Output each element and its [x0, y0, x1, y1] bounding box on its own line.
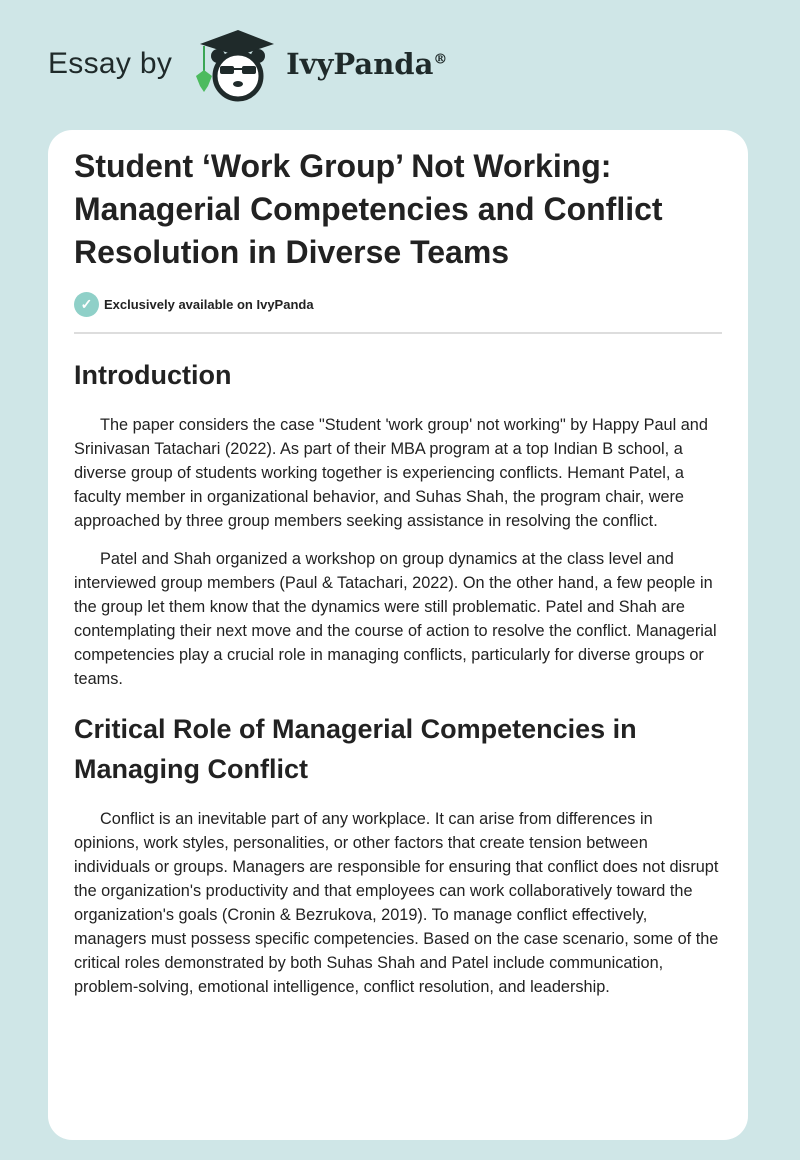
- paragraph: Patel and Shah organized a workshop on group dynamics at the class level and interviewed group members (Paul & Tatachari, 2022). On the other hand, a few people in the group let them know that the dynamics were still problematic. Patel and Shah are contemplating their next move and the course of action to resolve the conflict. Managerial competencies play a crucial role in managing conflicts, particularly for diverse groups or teams.: [74, 550, 717, 688]
- check-icon: ✓: [74, 292, 99, 317]
- section-heading: Introduction: [74, 360, 232, 390]
- paragraph: Conflict is an inevitable part of any workplace. It can arise from differences in opinions, work styles, personalities, or other factors that create tension between individuals or groups. Managers are responsible for ensuring that conflict does not disrupt the organization's productivity and that employees can work collaboratively toward the organization's goals (Cronin & Bezrukova, 2019). To manage conflict effectively, managers must possess specific competencies. Based on the case scenario, some of the critical roles demonstrated by both Suhas Shah and Patel include communication, problem-solving, emotional intelligence, conflict resolution, and leadership.: [74, 810, 719, 996]
- essay-title: Student ‘Work Group’ Not Working: Managerial Competencies and Conflict Resolution in Diverse Teams: [74, 148, 663, 270]
- essay-card: [48, 130, 748, 1140]
- section-heading: Critical Role of Managerial Competencies in Managing Conflict: [74, 714, 637, 784]
- essay-by-label: Essay by: [48, 47, 173, 80]
- exclusive-label: Exclusively available on IvyPanda: [104, 297, 314, 312]
- site-header: [48, 26, 447, 102]
- ivypanda-logo-icon[interactable]: [190, 26, 280, 102]
- exclusive-badge: [74, 292, 722, 317]
- paragraph: The paper considers the case "Student 'work group' not working" by Happy Paul and Srinivasan Tatachari (2022). As part of their MBA program at a top Indian B school, a diverse group of students working together is experiencing conflicts. Hemant Patel, a faculty member in organizational behavior, and Suhas Shah, the program chair, were approached by three group members seeking assistance in resolving the conflict.: [74, 416, 708, 530]
- brand-name[interactable]: IvyPanda®: [286, 47, 448, 81]
- divider: [74, 332, 722, 334]
